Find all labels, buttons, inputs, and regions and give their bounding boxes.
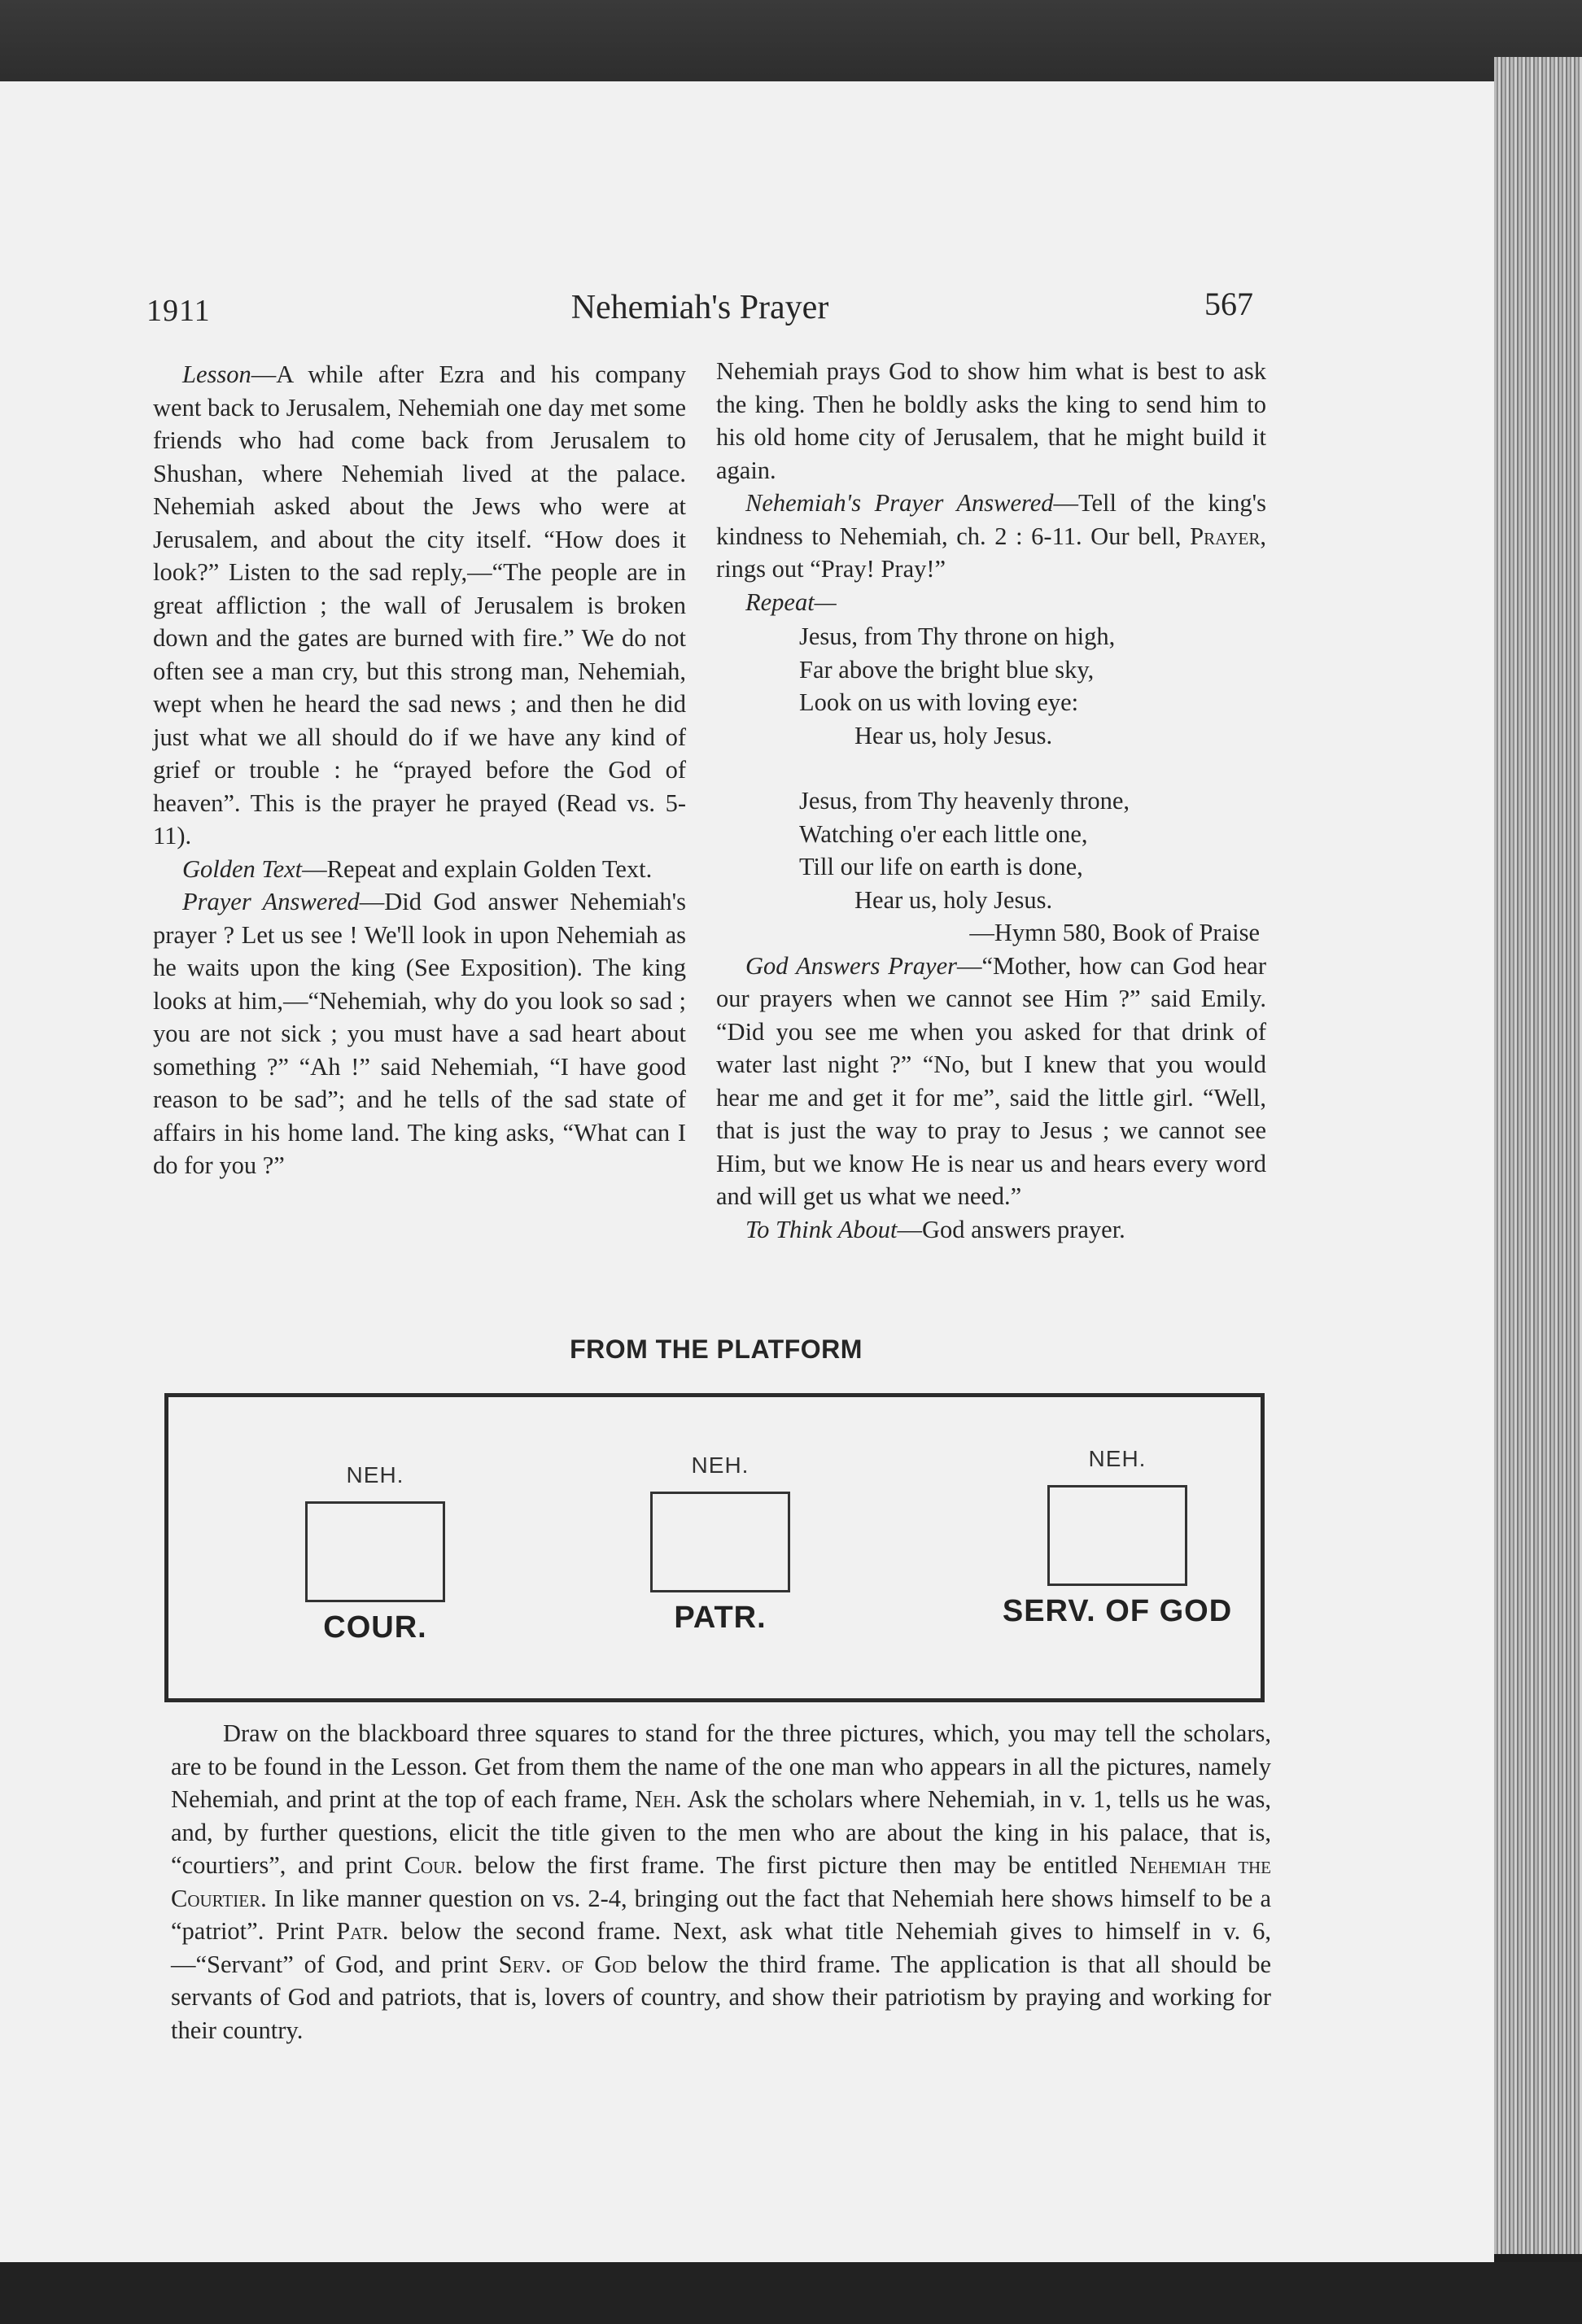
prayer-answered-label: Prayer Answered	[182, 888, 360, 915]
book-page-edges	[1494, 57, 1582, 2254]
frame-bottom-label: SERV. OF GOD	[1002, 1594, 1233, 1628]
frame-top-label: NEH.	[1088, 1446, 1147, 1471]
frame-bottom-label: COUR.	[323, 1610, 427, 1645]
running-header	[146, 285, 1253, 334]
to-think-about-text: —God answers prayer.	[897, 1215, 1125, 1243]
repeat-label-line	[716, 586, 1266, 619]
platform-explanation	[171, 1717, 1271, 2047]
to-think-about-label: To Think About	[745, 1215, 898, 1243]
page-number: 567	[1204, 286, 1253, 322]
explanation-print-term: Cour.	[404, 1851, 463, 1879]
hymn-line: Till our life on earth is done,	[799, 853, 1083, 880]
god-answers-prayer-label: God Answers Prayer	[745, 951, 957, 980]
continuation-paragraph: Nehemiah prays God to show him what is best to ask the king. Then he boldly asks the king to send him to his old home city of Jerusalem, that he might build it again.	[716, 357, 1266, 484]
nehemiahs-prayer-answered-label: Nehemiah's Prayer Answered	[745, 489, 1054, 517]
bell-text: , rings out “Pray! Pray!”	[716, 522, 1266, 583]
explanation-text: below the second frame. Next, ask what title Nehemiah gives to himself in v. 6,—“Servant” of God, and print	[171, 1917, 1271, 1978]
frame-top-label: NEH.	[346, 1462, 404, 1487]
explanation-print-term: Serv. of God	[498, 1950, 637, 1978]
frame-patriot	[590, 1452, 850, 1636]
prayer-answered-text: —Did God answer Nehemiah's prayer ? Let us see ! We'll look in upon Nehemiah as he waits upon the king (See Exposition). The king looks at him,—“Nehemiah, why do you look so sad ; you are not sick ; you must have a sad heart about something ?” “Ah !” said Nehemiah, “I have good reason to be sad”; and he tells of the sad state of affairs in his home land. The king asks, “What can I do for you ?”	[153, 888, 686, 1179]
hymn-line: Far above the bright blue sky,	[799, 655, 1095, 684]
golden-text-text: —Repeat and explain Golden Text.	[302, 854, 653, 883]
golden-text-paragraph	[153, 853, 686, 886]
to-think-about-paragraph	[716, 1213, 1266, 1247]
left-column	[153, 358, 686, 1182]
hymn-line: Jesus, from Thy heavenly throne,	[799, 787, 1130, 815]
explanation-print-term: Neh.	[635, 1785, 682, 1813]
platform-explanation-paragraph	[171, 1717, 1271, 2047]
blackboard-diagram	[164, 1393, 1265, 1702]
right-column	[716, 355, 1266, 1246]
hymn	[716, 620, 1266, 950]
frame-servant-of-god	[979, 1446, 1256, 1629]
hymn-line: Watching o'er each little one,	[799, 819, 1088, 848]
explanation-text: Ask the scholars where Nehemiah, in v. 1, tells us he was, and, by further questions, elicit the title given to the men who are about the king in his palace, that is, “courtiers”, and print	[171, 1785, 1271, 1879]
golden-text-label: Golden Text	[182, 854, 303, 883]
hymn-line: Look on us with loving eye:	[799, 688, 1079, 716]
explanation-text: below the third frame. The application is that all should be servants of God and patriots, that is, lovers of country, and show their patriotism by praying and working for their country.	[171, 1950, 1271, 2044]
stanza-gap	[716, 752, 1266, 784]
lesson-text: —A while after Ezra and his company went back to Jerusalem, Nehemiah one day met some friends who had come back from Jerusalem to Shushan, where Nehemiah lived at the palace. Nehemiah asked about the Jews who were at Jerusalem, and about the city itself. “How does it look?” Listen to the sad reply,—“The people are in great affliction ; the wall of Jerusalem is broken down and the gates are burned with fire.” We do not often see a man cry, but this strong man, Nehemiah, wept when he heard the sad news ; and then he did just what we all should do if we have any kind of grief or trouble : he “prayed before the God of heaven”. This is the prayer he prayed (Read vs. 5-11).	[153, 360, 686, 850]
explanation-print-term: Patr.	[336, 1917, 389, 1945]
bell-word: Prayer	[1190, 522, 1261, 550]
explanation-text: Draw on the blackboard three squares to stand for the three pictures, which, you may tell the scholars, are to be found in the Lesson. Get from them the name of the one man who appears in all the pictures, namely Nehemiah, and print at the top of each frame,	[171, 1719, 1271, 1813]
page-title: Nehemiah's Prayer	[570, 289, 829, 326]
lesson-paragraph	[153, 358, 686, 853]
frame-top-label: NEH.	[691, 1452, 749, 1478]
picture-frame	[1047, 1485, 1187, 1586]
lesson-label: Lesson	[182, 360, 251, 388]
hymn-source: —Hymn 580, Book of Praise	[969, 919, 1260, 946]
platform-heading: FROM THE PLATFORM	[570, 1335, 863, 1364]
prayer-answered-paragraph	[153, 885, 686, 1182]
explanation-text: In like manner question on vs. 2-4, bringing out the fact that Nehemiah here shows himself to be a “patriot”. Print	[171, 1884, 1271, 1945]
frame-courtier	[245, 1462, 505, 1645]
page-year: 1911	[146, 294, 211, 328]
nehemiahs-prayer-answered-text: —Tell of the king's kindness to Nehemiah, ch. 2 : 6-11. Our bell,	[716, 489, 1266, 550]
explanation-text: below the first frame. The first picture then may be entitled	[462, 1851, 1130, 1879]
hymn-refrain: Hear us, holy Jesus.	[854, 721, 1053, 749]
god-answers-prayer-text: —“Mother, how can God hear our prayers when we cannot see Him ?” said Emily. “Did you see me when you asked for that drink of water last night ?” “No, but I knew that you would hear me and get it for me”, said the little girl. “Well, that is just the way to pray to Jesus ; we cannot see Him, but we know He is near us and hears every word and will get us what we need.”	[716, 951, 1266, 1210]
picture-frame	[650, 1492, 790, 1592]
explanation-print-term: Nehemiah the Courtier.	[171, 1851, 1272, 1912]
hymn-refrain: Hear us, holy Jesus.	[854, 885, 1053, 914]
picture-frame	[305, 1501, 445, 1602]
scan-background-bottom	[0, 2262, 1582, 2324]
frame-bottom-label: PATR.	[674, 1601, 767, 1635]
god-answers-prayer-paragraph	[716, 950, 1266, 1213]
hymn-line: Jesus, from Thy throne on high,	[799, 622, 1116, 650]
nehemiahs-prayer-answered-paragraph	[716, 487, 1266, 586]
repeat-label: Repeat—	[745, 588, 837, 616]
